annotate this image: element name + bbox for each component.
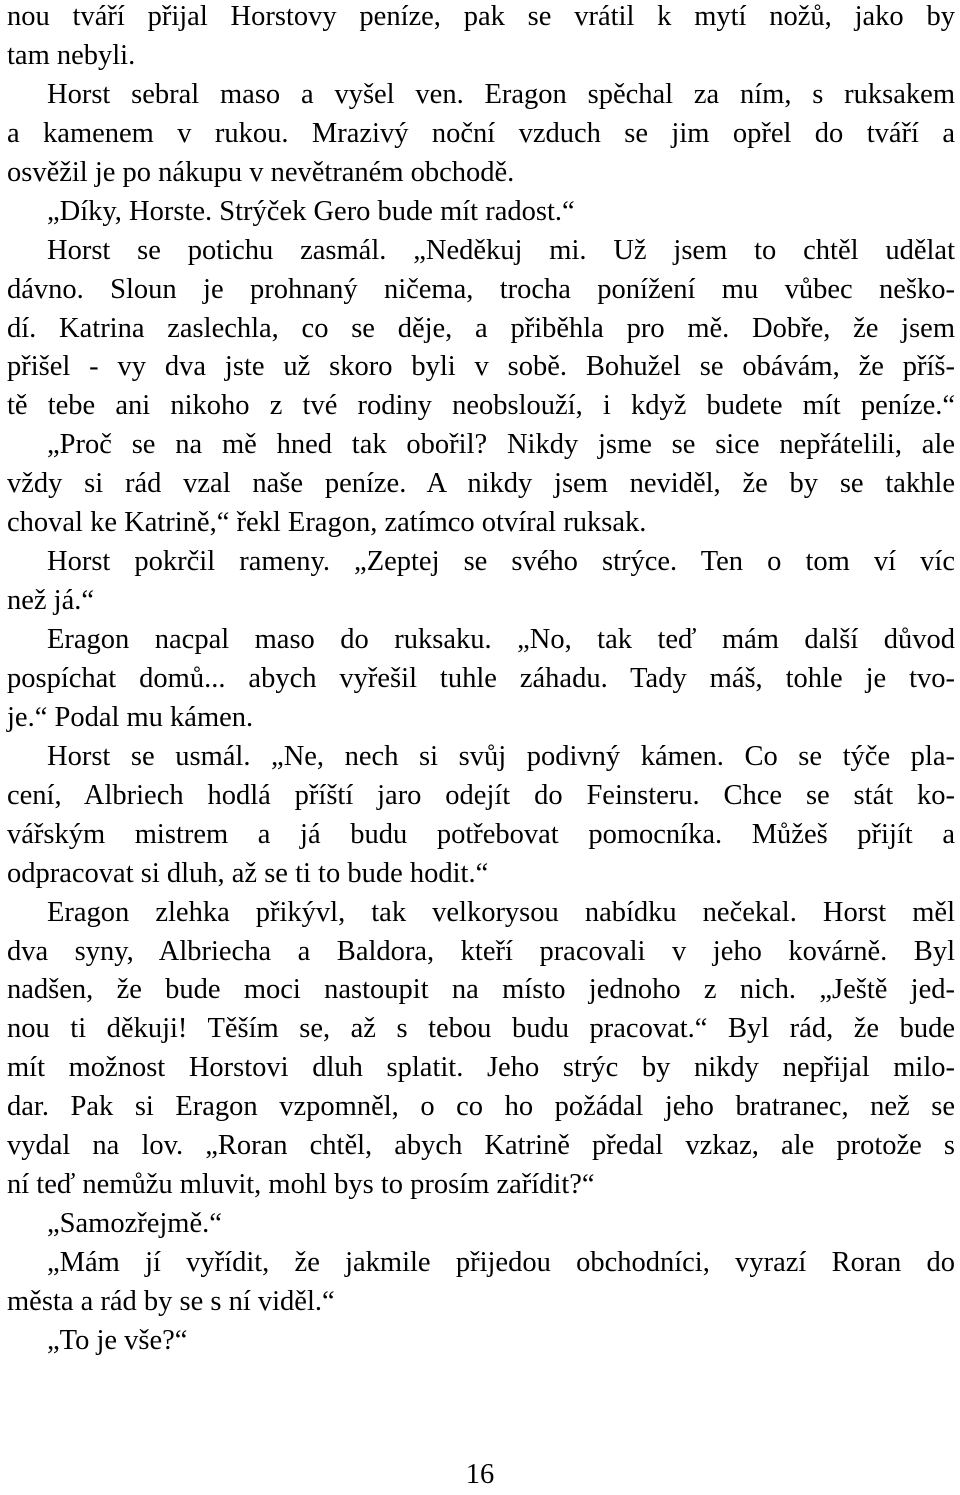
text-line: vždy si rád vzal naše peníze. A nikdy jsem neviděl, že by se takhle bbox=[7, 468, 955, 500]
text-line: vářským mistrem a já budu potřebovat pomocníka. Můžeš přijít a bbox=[7, 818, 955, 850]
text-line: osvěžil je po nákupu v nevětraném obchodě. bbox=[7, 156, 515, 188]
text-line: „To je vše?“ bbox=[47, 1324, 188, 1356]
text-line: tam nebyli. bbox=[7, 39, 136, 71]
text-line: dí. Katrina zaslechla, co se děje, a přiběhla pro mě. Dobře, že jsem bbox=[7, 312, 955, 344]
text-line: Horst se potichu zasmál. „Neděkuj mi. Už jsem to chtěl udělat bbox=[47, 234, 955, 266]
text-line: pospíchat domů... abych vyřešil tuhle záhadu. Tady máš, tohle je tvo- bbox=[7, 662, 955, 694]
text-line: odpracovat si dluh, až se ti to bude hodit.“ bbox=[7, 857, 489, 889]
text-line: nou ti děkuji! Těším se, až s tebou budu pracovat.“ Byl rád, že bude bbox=[7, 1013, 955, 1045]
text-line: dávno. Sloun je prohnaný ničema, trocha ponížení mu vůbec neško- bbox=[7, 273, 955, 305]
text-line: „Mám jí vyřídit, že jakmile přijedou obchodníci, vyrazí Roran do bbox=[47, 1247, 955, 1278]
text-line: přišel - vy dva jste už skoro byli v sobě. Bohužel se obávám, že příš- bbox=[7, 351, 955, 383]
page-number: 16 bbox=[465, 1459, 495, 1490]
text-line: a kamenem v rukou. Mrazivý noční vzduch se jim opřel do tváří a bbox=[7, 117, 955, 149]
text-line: choval ke Katrině,“ řekl Eragon, zatímco otvíral ruksak. bbox=[7, 507, 647, 539]
text-line: nadšen, že bude moci nastoupit na místo jednoho z nich. „Ještě jed- bbox=[7, 974, 955, 1006]
text-line: Horst pokrčil rameny. „Zeptej se svého strýce. Ten o tom ví víc bbox=[47, 546, 955, 578]
text-line: vydal na lov. „Roran chtěl, abych Katrině předal vzkaz, ale protože s bbox=[7, 1130, 955, 1162]
text-line: mít možnost Horstovi dluh splatit. Jeho strýc by nikdy nepřijal milo- bbox=[7, 1052, 955, 1084]
text-line: Horst se usmál. „Ne, nech si svůj podivný kámen. Co se týče pla- bbox=[47, 740, 955, 772]
text-line: tě tebe ani nikoho z tvé rodiny neobslouží, i když budete mít peníze.“ bbox=[7, 390, 955, 422]
text-line: „Samozřejmě.“ bbox=[47, 1208, 222, 1240]
page-text-body bbox=[7, 0, 955, 1361]
text-line: „Díky, Horste. Strýček Gero bude mít radost.“ bbox=[47, 195, 575, 227]
text-line: dva syny, Albriecha a Baldora, kteří pracovali v jeho kovárně. Byl bbox=[7, 935, 955, 967]
text-line: než já.“ bbox=[7, 585, 95, 617]
text-line: dar. Pak si Eragon vzpomněl, o co ho požádal jeho bratranec, než se bbox=[7, 1091, 955, 1123]
text-line: „Proč se na mě hned tak obořil? Nikdy jsme se sice nepřátelili, ale bbox=[47, 429, 955, 461]
text-line: Horst sebral maso a vyšel ven. Eragon spěchal za ním, s ruksakem bbox=[47, 78, 955, 110]
text-line: města a rád by se s ní viděl.“ bbox=[7, 1285, 335, 1317]
text-line: je.“ Podal mu kámen. bbox=[7, 701, 254, 733]
text-line: ní teď nemůžu mluvit, mohl bys to prosím zařídit?“ bbox=[7, 1169, 595, 1201]
text-line: Eragon zlehka přikývl, tak velkorysou nabídku nečekal. Horst měl bbox=[47, 896, 955, 928]
text-line: Eragon nacpal maso do ruksaku. „No, tak teď mám další důvod bbox=[47, 624, 955, 655]
text-line: cení, Albriech hodlá příští jaro odejít do Feinsteru. Chce se stát ko- bbox=[7, 779, 955, 811]
text-line: nou tváří přijal Horstovy peníze, pak se vrátil k mytí nožů, jako by bbox=[7, 1, 955, 32]
